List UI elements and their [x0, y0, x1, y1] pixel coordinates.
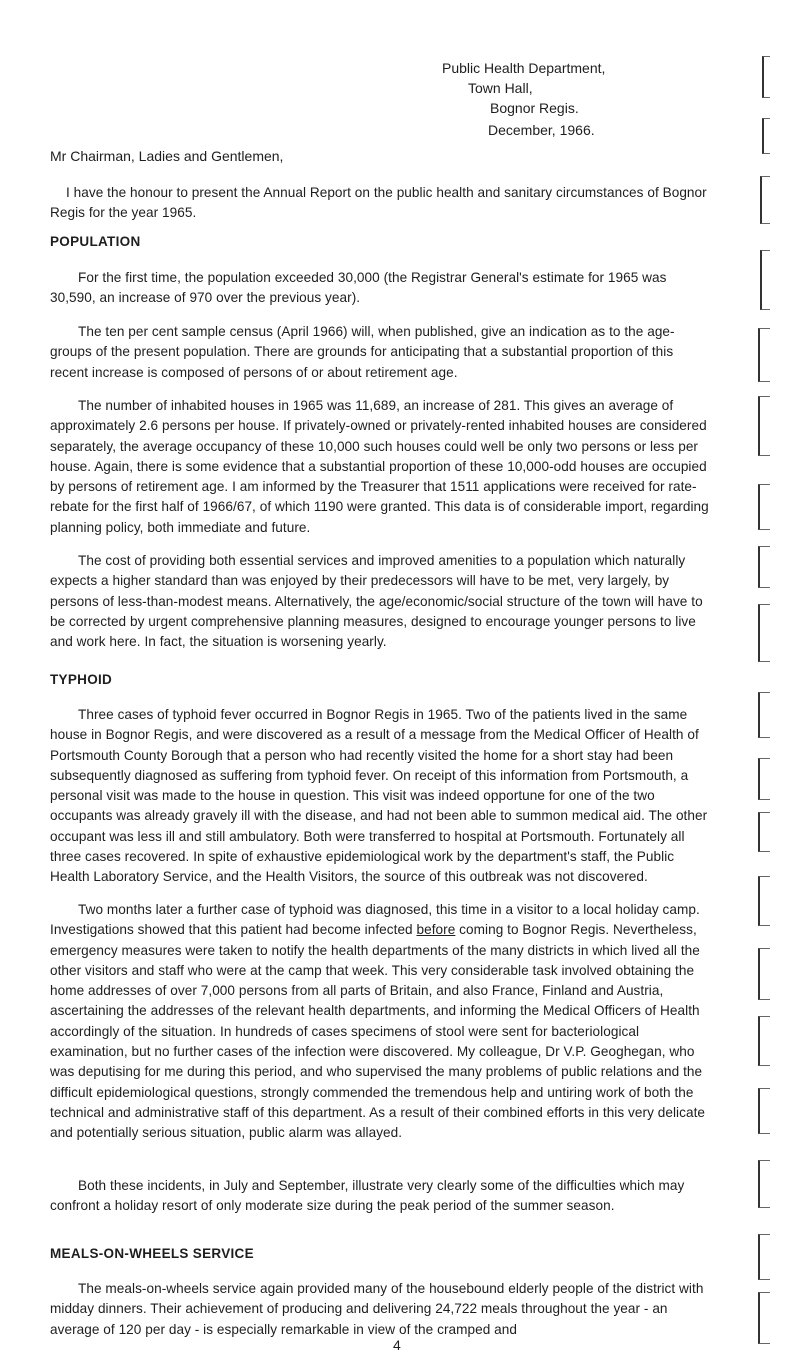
population-paragraph-3: The number of inhabited houses in 1965 was 11,689, an increase of 281. This gives an average of approximately 2.6 persons per house. If privately-owned or privately-rented inhabited houses are considered separately, the average occupancy of these 10,000 such houses could well be only two persons or less per house. Again, there is some evidence that a substantial proportion of these 10,000-odd houses are occupied by persons of retirement age. I am informed by the Treasurer that 1511 applications were received for rate-rebate for the first half of 1966/67, of which 1190 were granted. This data is of considerable import, regarding planning policy, both immediate and future. — [50, 398, 709, 535]
letter-date: December, 1966. — [488, 122, 595, 138]
typhoid-paragraph-2 — [50, 900, 715, 1144]
address-line-3: Bognor Regis. — [490, 100, 579, 116]
edge-mark — [758, 1088, 770, 1134]
intro-paragraph: I have the honour to present the Annual Report on the public health and sanitary circumstances of Bognor Regis for the year 1965. — [50, 185, 707, 221]
typhoid-paragraph-3: Both these incidents, in July and September, illustrate very clearly some of the difficulties which may confront a holiday resort of only moderate size during the peak period of the summer season. — [50, 1178, 685, 1214]
edge-mark — [758, 484, 770, 530]
edge-mark — [758, 396, 770, 456]
edge-mark — [762, 56, 770, 98]
edge-mark — [758, 1160, 770, 1208]
edge-mark — [758, 1292, 770, 1344]
page-number: 4 — [393, 1337, 401, 1353]
scan-edge-marks — [740, 0, 800, 1366]
typhoid-paragraph-1: Three cases of typhoid fever occurred in Bognor Regis in 1965. Two of the patients lived in the same house in Bognor Regis, and were discovered as a result of a message from the Medical Officer of Health of Portsmouth County Borough that a person who had recently visited the home for a short stay had been subsequently diagnosed as suffering from typhoid fever. On receipt of this information from Portsmouth, a personal visit was made to the house in question. This visit was indeed opportune for one of the two occupants was already gravely ill with the disease, and had not been able to summon medical aid. The other occupant was less ill and still ambulatory. Both were transferred to hospital at Portsmouth. Fortunately all three cases recovered. In spite of exhaustive epidemiological work by the department's staff, the Public Health Laboratory Service, and the Health Visitors, the source of this outbreak was not discovered. — [50, 707, 708, 885]
population-paragraph-1: For the first time, the population exceeded 30,000 (the Registrar General's estimate for 1965 was 30,590, an increase of 970 over the previous year). — [50, 270, 667, 306]
edge-mark — [760, 250, 770, 310]
typhoid-paragraph-2-end: coming to Bognor Regis. Nevertheless, emergency measures were taken to notify the health departments of the many districts in which lived all the other visitors and staff who were at the camp that week. This very considerable task involved obtaining the home addresses of over 7,000 persons from all parts of Britain, and also France, Finland and Austria, ascertaining the addresses of the relevant health departments, and informing the Medical Officers of Health accordingly of the situation. In hundreds of cases specimens of stool were sent for bacteriological examination, but no further cases of the infection were discovered. My colleague, Dr V.P. Geoghegan, who was deputising for me during this period, and who supervised the many problems of public relations and the difficult epidemiological questions, strongly commended the tremendous help and untiring work of both the technical and administrative staff of this department. As a result of their combined efforts in this very delicate and potentially serious situation, public alarm was allayed. — [50, 922, 706, 1141]
heading-meals-on-wheels: MEALS-ON-WHEELS SERVICE — [50, 1246, 254, 1261]
edge-mark — [758, 758, 770, 800]
edge-mark — [758, 1016, 770, 1066]
edge-mark — [760, 176, 770, 224]
edge-mark — [758, 876, 770, 926]
underlined-word: before — [416, 922, 456, 938]
sender-address — [442, 58, 605, 118]
edge-mark — [758, 1234, 770, 1280]
edge-mark — [758, 692, 770, 738]
population-paragraph-2: The ten per cent sample census (April 1966) will, when published, give an indication as to the age-groups of the present population. There are grounds for anticipating that a substantial proportion of this recent increase is composed of persons of or about retirement age. — [50, 324, 675, 380]
edge-mark — [762, 118, 770, 154]
edge-mark — [758, 328, 770, 382]
population-paragraph-4: The cost of providing both essential services and improved amenities to a population which naturally expects a higher standard than was enjoyed by their predecessors will have to be met, very largely, by persons of less-than-modest means. Alternatively, the age/economic/social structure of the town will have to be corrected by urgent comprehensive planning measures, designed to encourage younger persons to live and work here. In fact, the situation is worsening yearly. — [50, 553, 703, 650]
salutation: Mr Chairman, Ladies and Gentlemen, — [50, 148, 284, 164]
heading-typhoid: TYPHOID — [50, 672, 113, 687]
address-line-2: Town Hall, — [468, 80, 533, 96]
typhoid-paragraph-2-start: Two months later a further case of typhoid was diagnosed, this time in a visitor to a local holiday camp. Investigations showed that this patient had become infected — [50, 902, 700, 938]
edge-mark — [758, 546, 770, 588]
meals-paragraph-1: The meals-on-wheels service again provided many of the housebound elderly people of the district with midday dinners. Their achievement of producing and delivering 24,722 meals throughout the year - an average of 120 per day - is especially remarkable in view of the cramped and — [50, 1281, 704, 1337]
address-line-1: Public Health Department, — [442, 60, 606, 76]
heading-population: POPULATION — [50, 234, 141, 249]
edge-mark — [758, 812, 770, 852]
edge-mark — [758, 604, 770, 662]
edge-mark — [758, 948, 770, 1000]
